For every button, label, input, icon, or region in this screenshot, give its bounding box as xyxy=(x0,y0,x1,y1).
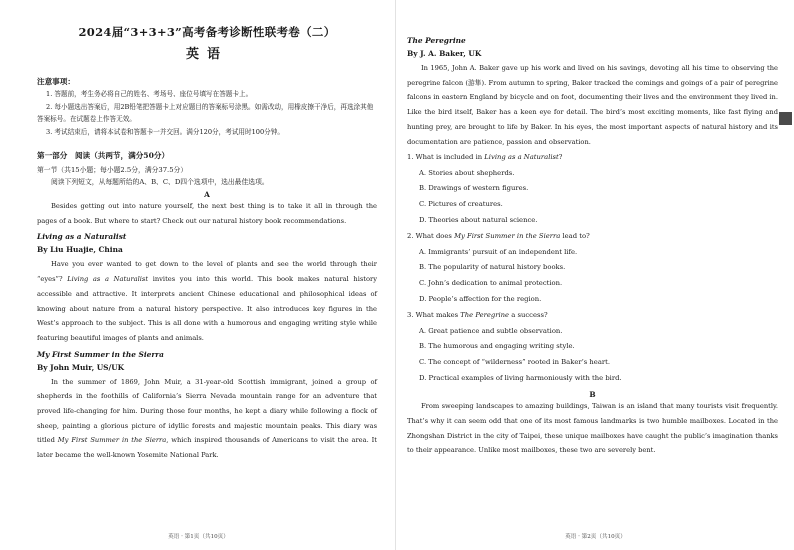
book-author-3: By J. A. Baker, UK xyxy=(407,49,482,58)
page-footer-left: 英语 · 第1页（共10页） xyxy=(168,534,229,540)
exam-title: 2024届“3+3+3”高考备考诊断性联考卷（二） xyxy=(78,25,336,39)
book-title-3: The Peregrine xyxy=(407,36,466,45)
notice-item-3: 3. 考试结束后，请将本试卷和答题卡一并交回。满分120分，考试用时100分钟。 xyxy=(46,128,284,136)
book-text-1: Have you ever wanted to get down to the level of plants and see the world through their “eyes”? Living as a Naturalist invites you into this world. This book makes natural history accessible and attractive. It interprets ancient Chinese educational and philosophical ideas of knowing about nature from a natural history perspective. It also introduces key figures in the West’s approach to the subject. This is all done with a humorous and engaging writing style while featuring beautiful images of plants and animals. xyxy=(37,260,377,342)
question-1-option-b: B. Drawings of western figures. xyxy=(419,184,529,193)
book-title-2: My First Summer in the Sierra xyxy=(37,349,164,359)
question-3-option-c: C. The concept of “wilderness” rooted in Baker’s heart. xyxy=(419,357,611,366)
book-text-3: In 1965, John A. Baker gave up his work and lived on his savings, devoting all his time to observing the peregrine falcon (游隼). From autumn to spring, Baker tracked the comings and goings of a pair of peregrine falcons in eastern England by bicycle and on foot, documenting their lives and the environment they lived in. Like the bird itself, Baker has a keen eye for detail. The bird’s most exciting moments, like fast flying and hunting prey, are brought to life by Baker. In his eyes, the most important aspects of natural history and its documentation are patience, passion and observation. xyxy=(407,64,778,146)
page-footer-right: 英语 · 第2页（共10页） xyxy=(565,534,626,540)
book-text-2: In the summer of 1869, John Muir, a 31-year-old Scottish immigrant, joined a group of shepherds in the foothills of California’s Sierra Nevada mountain range for an adventure that proved life-changing for him. During those four months, he kept a diary while following a flock of sheep, painting a glorious picture of idyllic forests and majestic mountain peaks. This diary was titled My First Summer in the Sierra, which inspired thousands of Americans to visit the area. It later became the well-known Yosemite National Park. xyxy=(37,377,377,460)
book-author-2: By John Muir, US/UK xyxy=(37,362,125,372)
passage-b-text: From sweeping landscapes to amazing buildings, Taiwan is an island that many tourists visit frequently. That’s why it can seem odd that one of its most famous landmarks is two humble mailboxes. Located in the Zhongshan District in the city of Taipei, these unique mailboxes have caught the public’s imagination thanks to their appearance. Unlike most mailboxes, these two are severely bent. xyxy=(407,402,778,455)
question-1-option-a: A. Stories about shepherds. xyxy=(419,168,515,177)
question-2-option-b: B. The popularity of natural history books. xyxy=(419,263,566,272)
notice-item-2: 2. 每小题选出答案后，用2B铅笔把答题卡上对应题目的答案标号涂黑。如需改动，用橡皮擦干净后，再选涂其他答案标号。在试题卷上作答无效。 xyxy=(37,103,374,123)
question-1-option-c: C. Pictures of creatures. xyxy=(419,200,503,208)
instruction: 阅读下列短文，从每题所给的A、B、C、D四个选项中，选出最佳选项。 xyxy=(51,178,269,186)
notice-heading: 注意事项： xyxy=(37,77,75,86)
question-3-option-d: D. Practical examples of living harmoniously with the bird. xyxy=(419,373,622,382)
passage-intro: Besides getting out into nature yourself, the next best thing is to take it all in through the pages of a book. But where to start? Check out our natural history book recommendations. xyxy=(37,202,377,225)
book-title-1: Living as a Naturalist xyxy=(37,232,127,242)
right-page xyxy=(397,0,794,550)
subject-title: 英语 xyxy=(185,47,228,62)
book-author-1: By Liu Huajie, China xyxy=(37,245,123,255)
question-2-option-a: A. Immigrants’ pursuit of an independent life. xyxy=(419,247,578,256)
question-3-option-b: B. The humorous and engaging writing style. xyxy=(419,342,575,351)
question-2: 2. What does My First Summer in the Sierra lead to? xyxy=(407,232,590,241)
question-1: 1. What is included in Living as a Naturalist? xyxy=(407,153,563,162)
question-2-option-c: C. John’s dedication to animal protection. xyxy=(419,278,563,287)
question-1-option-d: D. Theories about natural science. xyxy=(419,215,538,224)
section-heading: 第一节（共15小题；每小题2.5分，满分37.5分） xyxy=(37,166,188,174)
passage-letter-a: A xyxy=(204,190,210,199)
passage-letter-b: B xyxy=(589,390,596,400)
question-2-option-d: D. People’s affection for the region. xyxy=(419,294,542,303)
question-3-option-a: A. Great patience and subtle observation. xyxy=(419,326,563,335)
question-3: 3. What makes The Peregrine a success? xyxy=(407,311,548,320)
part-heading: 第一部分 阅读（共两节，满分50分） xyxy=(37,151,170,160)
notice-item-1: 1. 答题前，考生务必将自己的姓名、考场号、座位号填写在答题卡上。 xyxy=(46,90,253,98)
